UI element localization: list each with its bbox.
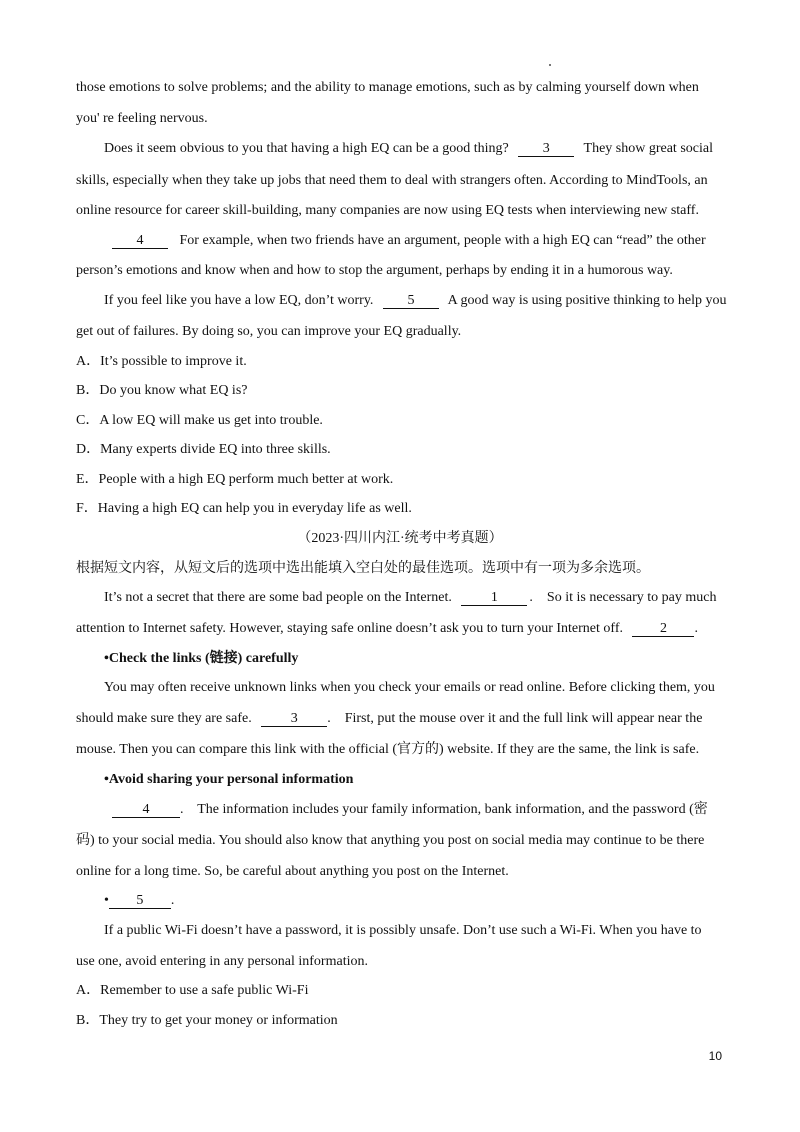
text: If you feel like you have a low EQ, don’t worry.: [104, 293, 374, 308]
text-line: You may often receive unknown links when you check your emails or read online. Before clicking them, you: [104, 680, 715, 695]
option-c: C．A low EQ will make us get into trouble.: [76, 413, 323, 428]
question-source: （2023·四川内江·统考中考真题）: [297, 531, 503, 546]
blank-5: 5: [109, 893, 171, 909]
text-line: those emotions to solve problems; and the ability to manage emotions, such as by calming yourself down when: [76, 80, 699, 95]
paragraph-line: [76, 801, 724, 819]
text: For example, when two friends have an argument, people with a high EQ can “read” the other: [179, 233, 706, 248]
text-line: mouse. Then you can compare this link with the official (官方的) website. If they are the same, the link is safe.: [76, 742, 700, 757]
blank-3: 3: [261, 711, 327, 727]
section-heading-personal-info: •Avoid sharing your personal information: [104, 772, 354, 787]
text: . So it is necessary to pay much: [529, 590, 717, 605]
section-heading-links: •Check the links (链接) carefully: [104, 651, 299, 666]
text-line: use one, avoid entering in any personal information.: [76, 954, 368, 969]
option-a: A．It’s possible to improve it.: [76, 354, 247, 369]
text: . First, put the mouse over it and the full link will appear near the: [327, 711, 703, 726]
text: .: [694, 621, 698, 636]
page-number: 10: [708, 1049, 722, 1063]
bullet: •: [104, 893, 109, 908]
text: They show great social: [583, 141, 713, 156]
paragraph-line: [76, 232, 724, 250]
text: It’s not a secret that there are some bad people on the Internet.: [104, 590, 452, 605]
blank-1: 1: [461, 590, 527, 606]
paragraph-line: [76, 620, 724, 638]
option-a: A．Remember to use a safe public Wi-Fi: [76, 983, 309, 998]
text-line: 码) to your social media. You should also know that anything you post on social media may continue to be there: [76, 833, 705, 848]
text-line: online for a long time. So, be careful about anything you post on the Internet.: [76, 864, 509, 879]
text: should make sure they are safe.: [76, 711, 252, 726]
text-line: you' re feeling nervous.: [76, 111, 208, 126]
blank-2: 2: [632, 621, 694, 637]
text: Does it seem obvious to you that having a high EQ can be a good thing?: [104, 141, 509, 156]
option-b: B．They try to get your money or information: [76, 1013, 338, 1028]
blank-4: 4: [112, 233, 168, 249]
blank-3: 3: [518, 141, 574, 157]
text-line: online resource for career skill-building, many companies are now using EQ tests when interviewing new staff.: [76, 203, 699, 218]
paragraph-line: [104, 140, 724, 158]
option-b: B．Do you know what EQ is?: [76, 383, 248, 398]
text-line: If a public Wi-Fi doesn’t have a password, it is possibly unsafe. Don’t use such a Wi-Fi. When you have to: [104, 923, 702, 938]
paragraph-line: [104, 292, 727, 310]
option-d: D．Many experts divide EQ into three skills.: [76, 442, 331, 457]
option-e: E．People with a high EQ perform much better at work.: [76, 472, 394, 487]
blank-5: 5: [383, 293, 439, 309]
text-line: skills, especially when they take up jobs that need them to deal with strangers often. According to MindTools, an: [76, 173, 708, 188]
text: .: [170, 893, 175, 908]
text-line: get out of failures. By doing so, you can improve your EQ gradually.: [76, 324, 462, 339]
text-line: person’s emotions and know when and how to stop the argument, perhaps by ending it in a humorous way.: [76, 263, 673, 278]
paragraph-line: [76, 710, 724, 728]
scan-dot: [549, 64, 551, 66]
text: attention to Internet safety. However, staying safe online doesn’t ask you to turn your Internet off.: [76, 621, 623, 636]
option-f: F．Having a high EQ can help you in everyday life as well.: [76, 501, 412, 516]
text: . The information includes your family information, bank information, and the password (密: [180, 802, 708, 817]
blank-4: 4: [112, 802, 180, 818]
text: A good way is using positive thinking to help you: [447, 293, 727, 308]
paragraph-line: [104, 589, 724, 607]
instruction: 根据短文内容，从短文后的选项中选出能填入空白处的最佳选项。选项中有一项为多余选项。: [76, 561, 650, 576]
bullet-line: [104, 892, 724, 910]
